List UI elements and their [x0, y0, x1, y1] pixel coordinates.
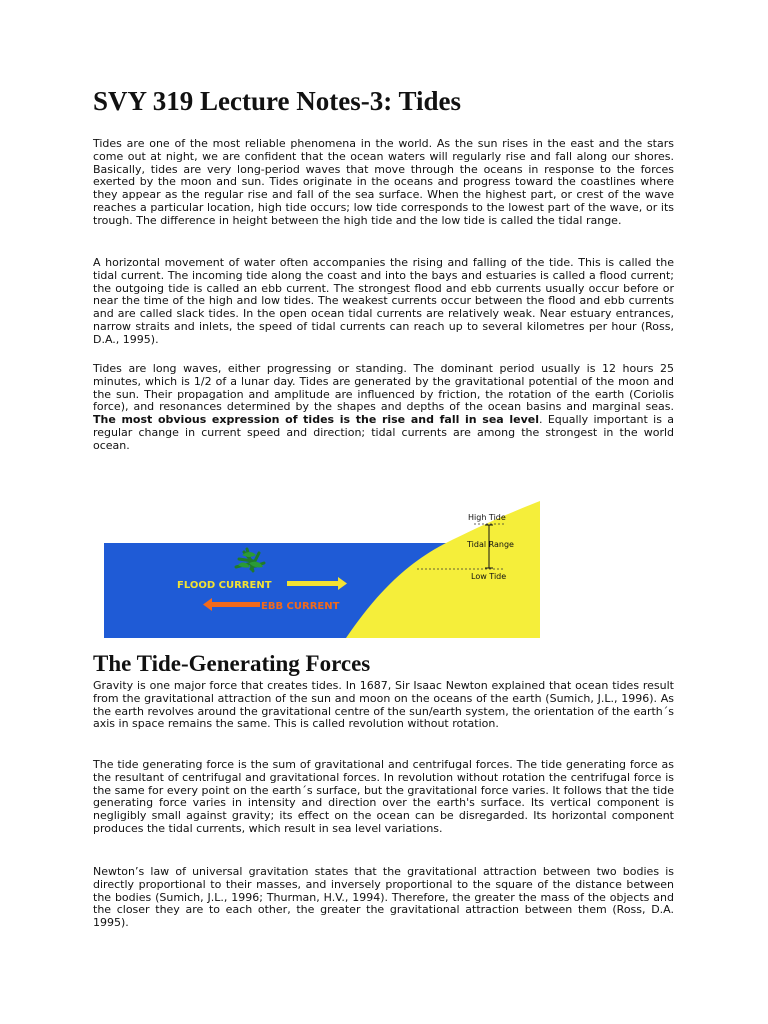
- flood-current-label: FLOOD CURRENT: [177, 580, 272, 591]
- high-tide-label: High Tide: [468, 513, 506, 522]
- document-title: SVY 319 Lecture Notes-3: Tides: [93, 86, 461, 116]
- paragraph-long-waves: [93, 363, 674, 453]
- paragraph-long-waves-text-2: . Equally important is a regular change in current speed and direction; tidal currents are among the strongest in the world ocean.: [93, 413, 674, 452]
- ebb-current-label: EBB CURRENT: [261, 601, 340, 612]
- paragraph-gravity: Gravity is one major force that creates tides. In 1687, Sir Isaac Newton explained that ocean tides result from the gravitational attraction of the sun and moon on the oceans of the earth (Sumich, J.L., 1996). As the earth revolves around the gravitational centre of the sun/earth system, the orientation of the earth´s axis in space remains the same. This is called revolution without rotation.: [93, 679, 674, 731]
- paragraph-long-waves-text-1: Tides are long waves, either progressing or standing. The dominant period usually is 12 hours 25 minutes, which is 1/2 of a lunar day. Tides are generated by the gravitational potential of the moon and the sun. Their propagation and amplitude are influenced by friction, the rotation of the earth (Coriolis force), and resonances determined by the shapes and depths of the ocean basins and marginal seas.: [93, 362, 674, 414]
- section-heading: The Tide-Generating Forces: [93, 651, 371, 676]
- tidal-range-label: Tidal Range: [467, 540, 514, 549]
- paragraph-tides-intro: Tides are one of the most reliable phenomena in the world. As the sun rises in the east and the stars come out at night, we are confident that the ocean waters will regularly rise and fall along our shores. Basically, tides are very long-period waves that move through the oceans in response to the forces exerted by the moon and sun. Tides originate in the oceans and progress toward the coastlines where they appear as the regular rise and fall of the sea surface. When the highest part, or crest of the wave reaches a particular location, high tide occurs; low tide corresponds to the lowest part of the wave, or its trough. The difference in height between the high tide and the low tide is called the tidal range.: [93, 137, 674, 227]
- low-tide-label: Low Tide: [471, 572, 507, 581]
- paragraph-tide-generating-force: The tide generating force is the sum of gravitational and centrifugal forces. The tide generating force as the resultant of centrifugal and gravitational forces. In revolution without rotation the centrifugal force is the same for every point on the earth´s surface, but the gravitational force varies. It follows that the tide generating force varies in intensity and direction over the earth's surface. Its vertical component is negligibly small against gravity; its effect on the ocean can be disregarded. Its horizontal component produces the tidal currents, which result in sea level variations.: [93, 758, 674, 835]
- paragraph-newtons-law: Newton’s law of universal gravitation states that the gravitational attraction between two bodies is directly proportional to their masses, and inversely proportional to the square of the distance between the bodies (Sumich, J.L., 1996; Thurman, H.V., 1994). Therefore, the greater the mass of the objects and the closer they are to each other, the greater the gravitational attraction between them (Ross, D.A. 1995).: [93, 865, 674, 930]
- paragraph-tidal-current: A horizontal movement of water often accompanies the rising and falling of the tide. This is called the tidal current. The incoming tide along the coast and into the bays and estuaries is called a flood current; the outgoing tide is called an ebb current. The strongest flood and ebb currents usually occur before or near the time of the high and low tides. The weakest currents occur between the flood and ebb currents and are called slack tides. In the open ocean tidal currents are relatively weak. Near estuary entrances, narrow straits and inlets, the speed of tidal currents can reach up to several kilometres per hour (Ross, D.A., 1995).: [93, 256, 674, 346]
- paragraph-long-waves-bold: The most obvious expression of tides is the rise and fall in sea level: [93, 413, 540, 427]
- tide-diagram: [104, 497, 540, 638]
